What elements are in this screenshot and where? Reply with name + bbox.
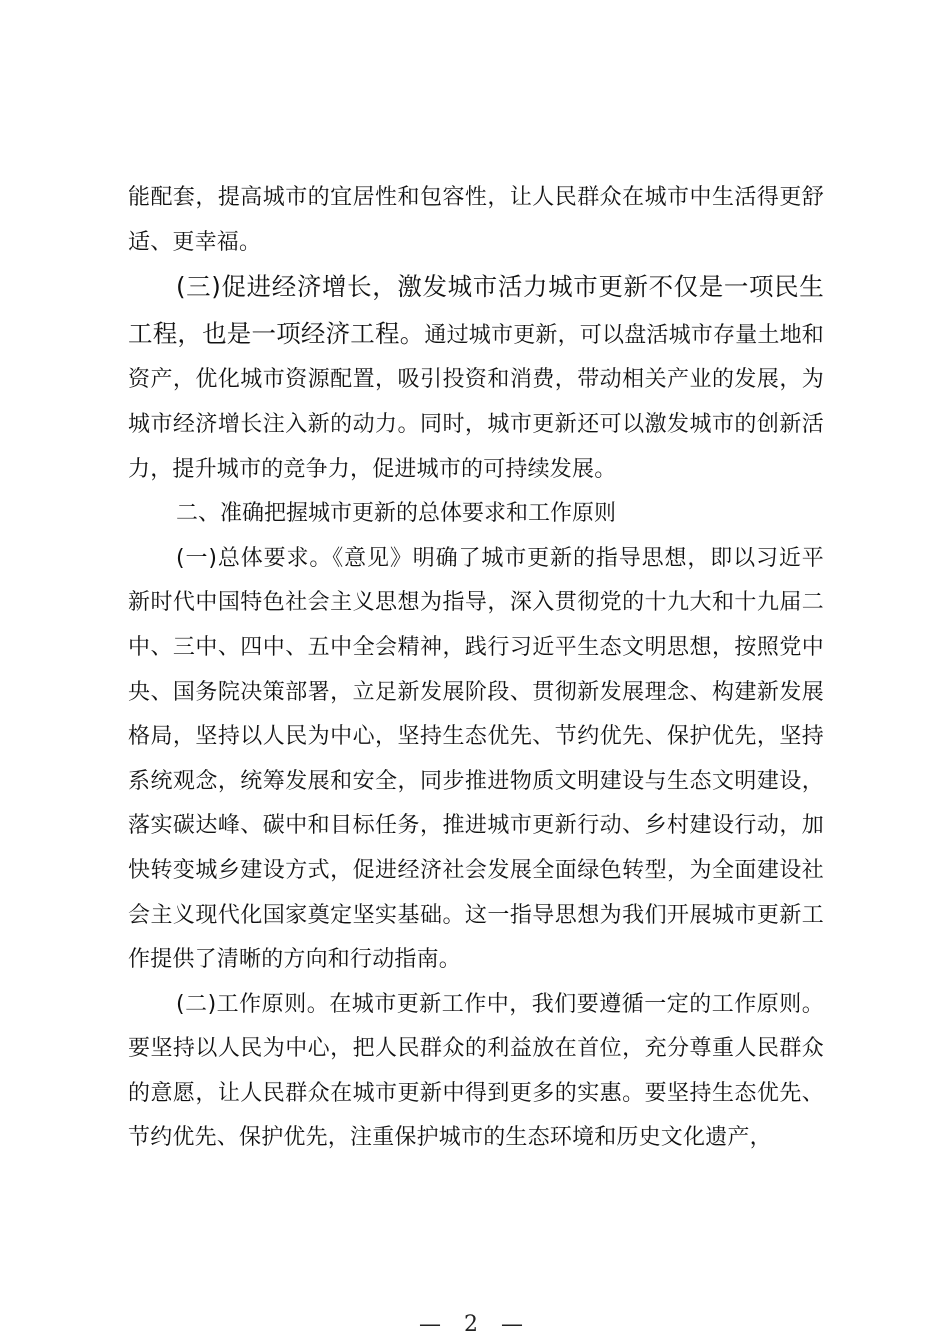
- document-body: [128, 176, 824, 1161]
- paragraph-body: 在城市更新工作中，我们要遵循一定的工作原则。要坚持以人民为中心，把人民群众的利益放在首位，充分尊重人民群众的意愿，让人民群众在城市更新中得到更多的实惠。要坚持生态优先、节约优先、保护优先，注重保护城市的生态环境和历史文化遗产，: [128, 991, 824, 1151]
- paragraph-overall-requirements: [128, 537, 824, 983]
- paragraph-lead: (一)总体要求。: [176, 545, 333, 571]
- paragraph-continuation: [128, 176, 824, 265]
- paragraph-body: 《意见》明确了城市更新的指导思想，即以习近平新时代中国特色社会主义思想为指导，深入贯彻党的十九大和十九届二中、三中、四中、五中全会精神，践行习近平生态文明思想，按照党中央、国务院决策部署，立足新发展阶段、贯彻新发展理念、构建新发展格局，坚持以人民为中心，坚持生态优先、节约优先、保护优先，坚持系统观念，统筹发展和安全，同步推进物质文明建设与生态文明建设，落实碳达峰、碳中和目标任务，推进城市更新行动、乡村建设行动，加快转变城乡建设方式，促进经济社会发展全面绿色转型，为全面建设社会主义现代化国家奠定坚实基础。这一指导思想为我们开展城市更新工作提供了清晰的方向和行动指南。: [128, 545, 824, 973]
- page-number: — 2 —: [419, 1312, 531, 1337]
- paragraph-lead: (三)促进经济增长，激发城市活力城市更新不仅是一项民生工程，也是一项经济工程。: [128, 272, 824, 348]
- paragraph-body: 通过城市更新，可以盘活城市存量土地和资产，优化城市资源配置，吸引投资和消费，带动相关产业的发展，为城市经济增长注入新的动力。同时，城市更新还可以激发城市的创新活力，提升城市的竞争力，促进城市的可持续发展。: [128, 322, 825, 482]
- paragraph-economic-growth: [128, 265, 824, 492]
- paragraph-work-principles: [128, 983, 824, 1161]
- paragraph-body: 能配套，提高城市的宜居性和包容性，让人民群众在城市中生活得更舒适、更幸福。: [128, 185, 824, 255]
- paragraph-lead: (二)工作原则。: [176, 991, 330, 1017]
- section-heading: 二、准确把握城市更新的总体要求和工作原则: [176, 501, 617, 527]
